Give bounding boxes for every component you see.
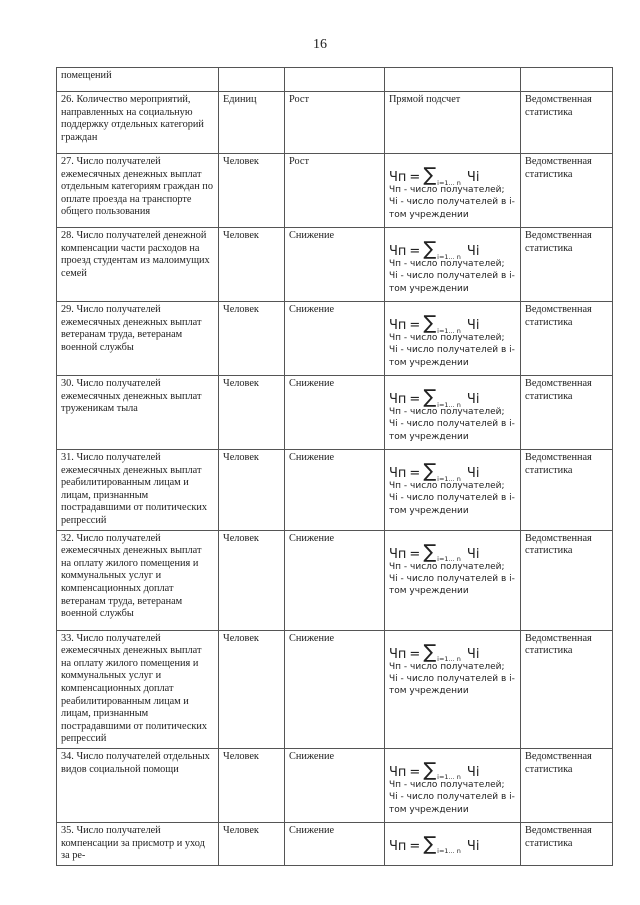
table-row [57, 302, 613, 376]
formula-equals: = [409, 244, 421, 259]
method-cell [385, 450, 521, 531]
formula-legend-2: Чi - число получателей в i-том учреждении [389, 792, 515, 815]
method-cell [385, 68, 521, 92]
source-cell: Ведомственная статистика [521, 302, 613, 376]
method-cell [385, 748, 521, 822]
indicator-cell: 34. Число получателей отдельных видов социальной помощи [57, 748, 219, 822]
sum-symbol: ∑ [423, 832, 437, 855]
sum-symbol: ∑ [423, 758, 437, 781]
trend-cell [285, 68, 385, 92]
indicator-cell: 35. Число получателей компенсации за присмотр и уход за ре- [57, 822, 219, 865]
sum-index: i=1... n [437, 252, 461, 261]
source-cell: Ведомственная статистика [521, 154, 613, 228]
formula-lhs: Чп [389, 392, 407, 407]
formula-lhs: Чп [389, 838, 407, 854]
sum-formula [389, 635, 516, 664]
formula-lhs: Чп [389, 646, 407, 662]
unit-cell: Человек [219, 228, 285, 302]
formula-lhs: Чп [389, 170, 407, 185]
source-cell [521, 68, 613, 92]
method-cell [385, 630, 521, 748]
table-row [57, 748, 613, 822]
table-row [57, 450, 613, 531]
formula-legend-1: Чп - число получателей; [389, 481, 505, 491]
formula-legend-1: Чп - число получателей; [389, 259, 505, 269]
formula-legend-1: Чп - число получателей; [389, 779, 505, 790]
sum-formula [389, 306, 516, 335]
sum-index: i=1... n [437, 474, 461, 483]
page-number: 16 [313, 37, 327, 52]
formula-legend-1: Чп - число получателей; [389, 333, 505, 343]
trend-cell: Рост [285, 92, 385, 154]
formula-legend-2: Чi - число получателей в i-том учреждении [389, 493, 515, 516]
indicator-cell: 27. Число получателей ежемесячных денежных выплат отдельным категориям граждан по оплате проезда на транспорте общего пользования [57, 154, 219, 228]
unit-cell: Человек [219, 822, 285, 865]
source-cell: Ведомственная статистика [521, 376, 613, 450]
formula-legend-1: Чп - число получателей; [389, 561, 505, 572]
sum-index: i=1... n [437, 655, 461, 664]
indicators-table [56, 67, 613, 866]
formula-lhs: Чп [389, 466, 407, 481]
formula-lhs: Чп [389, 546, 407, 562]
trend-cell: Снижение [285, 822, 385, 865]
sum-symbol: ∑ [423, 386, 437, 408]
formula-rhs: Чi [466, 646, 480, 662]
sum-index: i=1... n [437, 847, 461, 856]
unit-cell: Человек [219, 154, 285, 228]
sum-index: i=1... n [437, 178, 461, 187]
source-cell: Ведомственная статистика [521, 630, 613, 748]
table-row [57, 630, 613, 748]
table-row [57, 376, 613, 450]
sum-formula [389, 454, 516, 483]
formula-equals: = [409, 838, 421, 854]
indicator-cell: помещений [57, 68, 219, 92]
sum-formula [389, 753, 516, 782]
method-cell [385, 822, 521, 865]
unit-cell [219, 68, 285, 92]
sum-symbol: ∑ [423, 164, 437, 186]
formula-rhs: Чi [466, 392, 480, 407]
sum-formula [389, 535, 516, 564]
formula-rhs: Чi [466, 244, 480, 259]
sum-index: i=1... n [437, 555, 461, 564]
formula-legend-2: Чi - число получателей в i-том учреждении [389, 271, 515, 294]
method-cell [385, 302, 521, 376]
table-row [57, 822, 613, 865]
formula-lhs: Чп [389, 244, 407, 259]
formula-legend-1: Чп - число получателей; [389, 407, 505, 417]
sum-symbol: ∑ [423, 640, 437, 663]
formula-rhs: Чi [466, 764, 480, 780]
method-cell [385, 154, 521, 228]
unit-cell: Единиц [219, 92, 285, 154]
indicator-cell: 31. Число получателей ежемесячных денежных выплат реабилитированным лицам и лицам, признанным пострадавшими от политических репрессий [57, 450, 219, 531]
table-row [57, 92, 613, 154]
formula-legend-2: Чi - число получателей в i-том учреждении [389, 345, 515, 368]
formula-rhs: Чi [466, 318, 480, 333]
indicator-cell: 32. Число получателей ежемесячных денежных выплат на оплату жилого помещения и коммунальных услуг и компенсационных доплат ветеранам труда, ветеранам военной службы [57, 530, 219, 630]
indicator-cell: 30. Число получателей ежемесячных денежных выплат труженикам тыла [57, 376, 219, 450]
formula-legend-2: Чi - число получателей в i-том учреждении [389, 573, 515, 597]
sum-symbol: ∑ [423, 238, 437, 260]
source-cell: Ведомственная статистика [521, 450, 613, 531]
trend-cell: Снижение [285, 302, 385, 376]
unit-cell: Человек [219, 748, 285, 822]
sum-index: i=1... n [437, 773, 461, 782]
sum-index: i=1... n [437, 400, 461, 409]
formula-equals: = [409, 764, 421, 780]
formula-equals: = [409, 646, 421, 662]
formula-rhs: Чi [466, 838, 480, 854]
formula-legend-1: Чп - число получателей; [389, 661, 505, 672]
trend-cell: Снижение [285, 530, 385, 630]
formula-equals: = [409, 546, 421, 562]
formula-lhs: Чп [389, 764, 407, 780]
sum-formula [389, 158, 516, 187]
formula-equals: = [409, 318, 421, 333]
table-row-carry-over [57, 68, 613, 92]
sum-formula [389, 827, 516, 856]
unit-cell: Человек [219, 530, 285, 630]
formula-rhs: Чi [466, 170, 480, 185]
table-row [57, 228, 613, 302]
trend-cell: Рост [285, 154, 385, 228]
table-row [57, 530, 613, 630]
sum-index: i=1... n [437, 326, 461, 335]
formula-equals: = [409, 170, 421, 185]
unit-cell: Человек [219, 376, 285, 450]
indicator-cell: 33. Число получателей ежемесячных денежных выплат на оплату жилого помещения и коммунальных услуг и компенсационных доплат реабилитированным лицам и лицам, признанным пострадавшими от политических репрессий [57, 630, 219, 748]
formula-legend-2: Чi - число получателей в i-том учреждении [389, 197, 515, 220]
formula-equals: = [409, 466, 421, 481]
trend-cell: Снижение [285, 450, 385, 531]
formula-legend-2: Чi - число получателей в i-том учреждении [389, 673, 515, 697]
unit-cell: Человек [219, 450, 285, 531]
trend-cell: Снижение [285, 630, 385, 748]
unit-cell: Человек [219, 302, 285, 376]
method-cell [385, 530, 521, 630]
unit-cell: Человек [219, 630, 285, 748]
source-cell: Ведомственная статистика [521, 228, 613, 302]
sum-formula [389, 232, 516, 261]
source-cell: Ведомственная статистика [521, 530, 613, 630]
trend-cell: Снижение [285, 376, 385, 450]
method-cell [385, 376, 521, 450]
method-cell: Прямой подсчет [385, 92, 521, 154]
formula-equals: = [409, 392, 421, 407]
formula-legend-2: Чi - число получателей в i-том учреждении [389, 419, 515, 442]
indicator-cell: 29. Число получателей ежемесячных денежных выплат ветеранам труда, ветеранам военной службы [57, 302, 219, 376]
trend-cell: Снижение [285, 748, 385, 822]
formula-rhs: Чi [466, 546, 480, 562]
source-cell: Ведомственная статистика [521, 822, 613, 865]
sum-symbol: ∑ [423, 540, 437, 563]
table-row [57, 154, 613, 228]
source-cell: Ведомственная статистика [521, 748, 613, 822]
sum-symbol: ∑ [423, 312, 437, 334]
formula-lhs: Чп [389, 318, 407, 333]
trend-cell: Снижение [285, 228, 385, 302]
source-cell: Ведомственная статистика [521, 92, 613, 154]
formula-legend-1: Чп - число получателей; [389, 185, 505, 195]
sum-symbol: ∑ [423, 460, 437, 482]
indicator-cell: 26. Количество мероприятий, направленных на социальную поддержку отдельных категорий граждан [57, 92, 219, 154]
sum-formula [389, 380, 516, 409]
indicator-cell: 28. Число получателей денежной компенсации части расходов на проезд студентам из малоимущих семей [57, 228, 219, 302]
method-cell [385, 228, 521, 302]
formula-rhs: Чi [466, 466, 480, 481]
